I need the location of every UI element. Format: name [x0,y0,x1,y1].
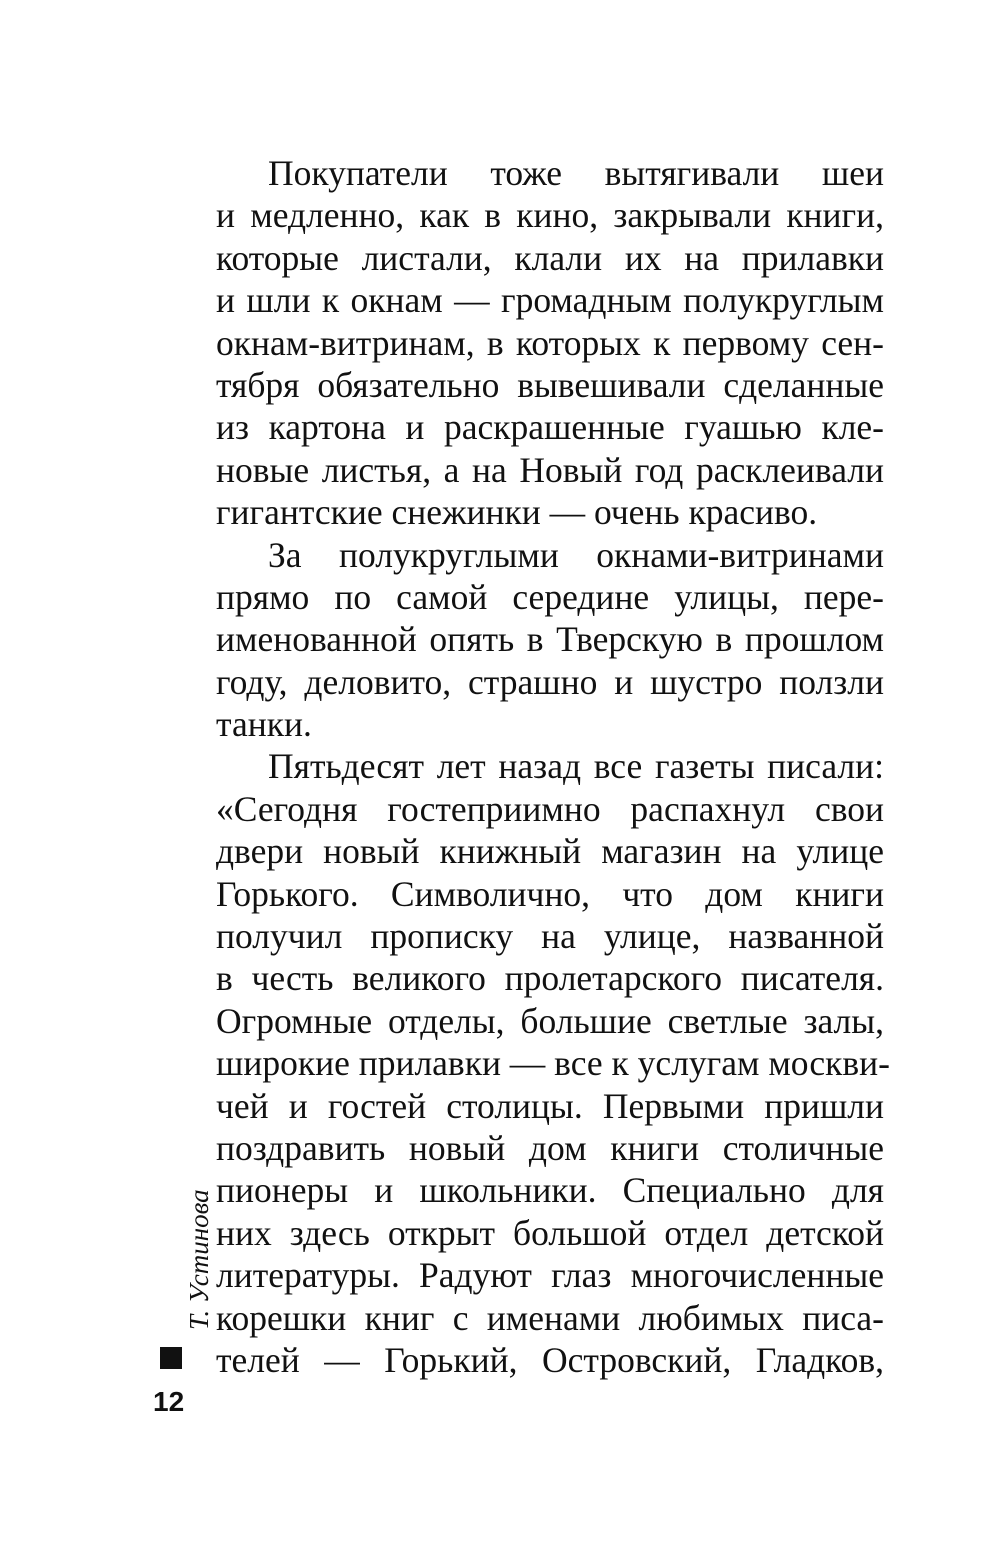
text-line: из картона и раскрашенные гуашью кле- [216,407,884,448]
text-line: корешки книг с именами любимых писа- [216,1297,884,1338]
text-line: и шли к окнам — громадным полукруглым [216,280,884,321]
text-line: За полукруглыми окнами-витринами [268,534,884,575]
text-line: в честь великого пролетарского писателя. [216,958,884,999]
text-line: которые листали, клали их на прилавки [216,237,884,278]
text-line: Горького. Символично, что дом книги [216,873,884,914]
text-line: и медленно, как в кино, закрывали книги, [216,195,884,236]
author-name: Т. Устинова [184,1189,214,1330]
text-line: тября обязательно вывешивали сделанные [216,364,884,405]
text-line: широкие прилавки — все к услугам москви- [216,1043,890,1084]
text-line: Пятьдесят лет назад все газеты писали: [268,746,884,787]
text-line: получил прописку на улице, названной [216,916,884,957]
running-head [158,1170,214,1330]
text-line: пионеры и школьники. Специально для [216,1170,884,1211]
square-marker-icon [160,1347,182,1369]
text-line: гигантские снежинки — очень красиво. [216,492,818,533]
text-line: поздравить новый дом книги столичные [216,1127,884,1168]
text-line: окнам-витринам, в которых к первому сен- [216,322,884,363]
text-line: новые листья, а на Новый год расклеивали [216,449,884,490]
text-line: прямо по самой середине улицы, пере- [216,576,884,617]
text-line: них здесь открыт большой отдел детской [216,1212,884,1253]
text-line: именованной опять в Тверскую в прошлом [216,619,884,660]
text-line: «Сегодня гостеприимно распахнул свои [216,788,884,829]
text-line: двери новый книжный магазин на улице [216,831,884,872]
text-line: году, деловито, страшно и шустро ползли [216,661,884,702]
text-line: танки. [216,704,312,745]
text-line: чей и гостей столицы. Первыми пришли [216,1085,884,1126]
text-line: телей — Горький, Островский, Гладков, [216,1339,884,1380]
page-number: 12 [153,1386,185,1417]
text-line: Огромные отделы, большие светлые залы, [216,1000,884,1041]
text-line: литературы. Радуют глаз многочисленные [216,1255,884,1296]
text-line: Покупатели тоже вытягивали шеи [268,153,884,193]
body-text [216,152,890,1381]
